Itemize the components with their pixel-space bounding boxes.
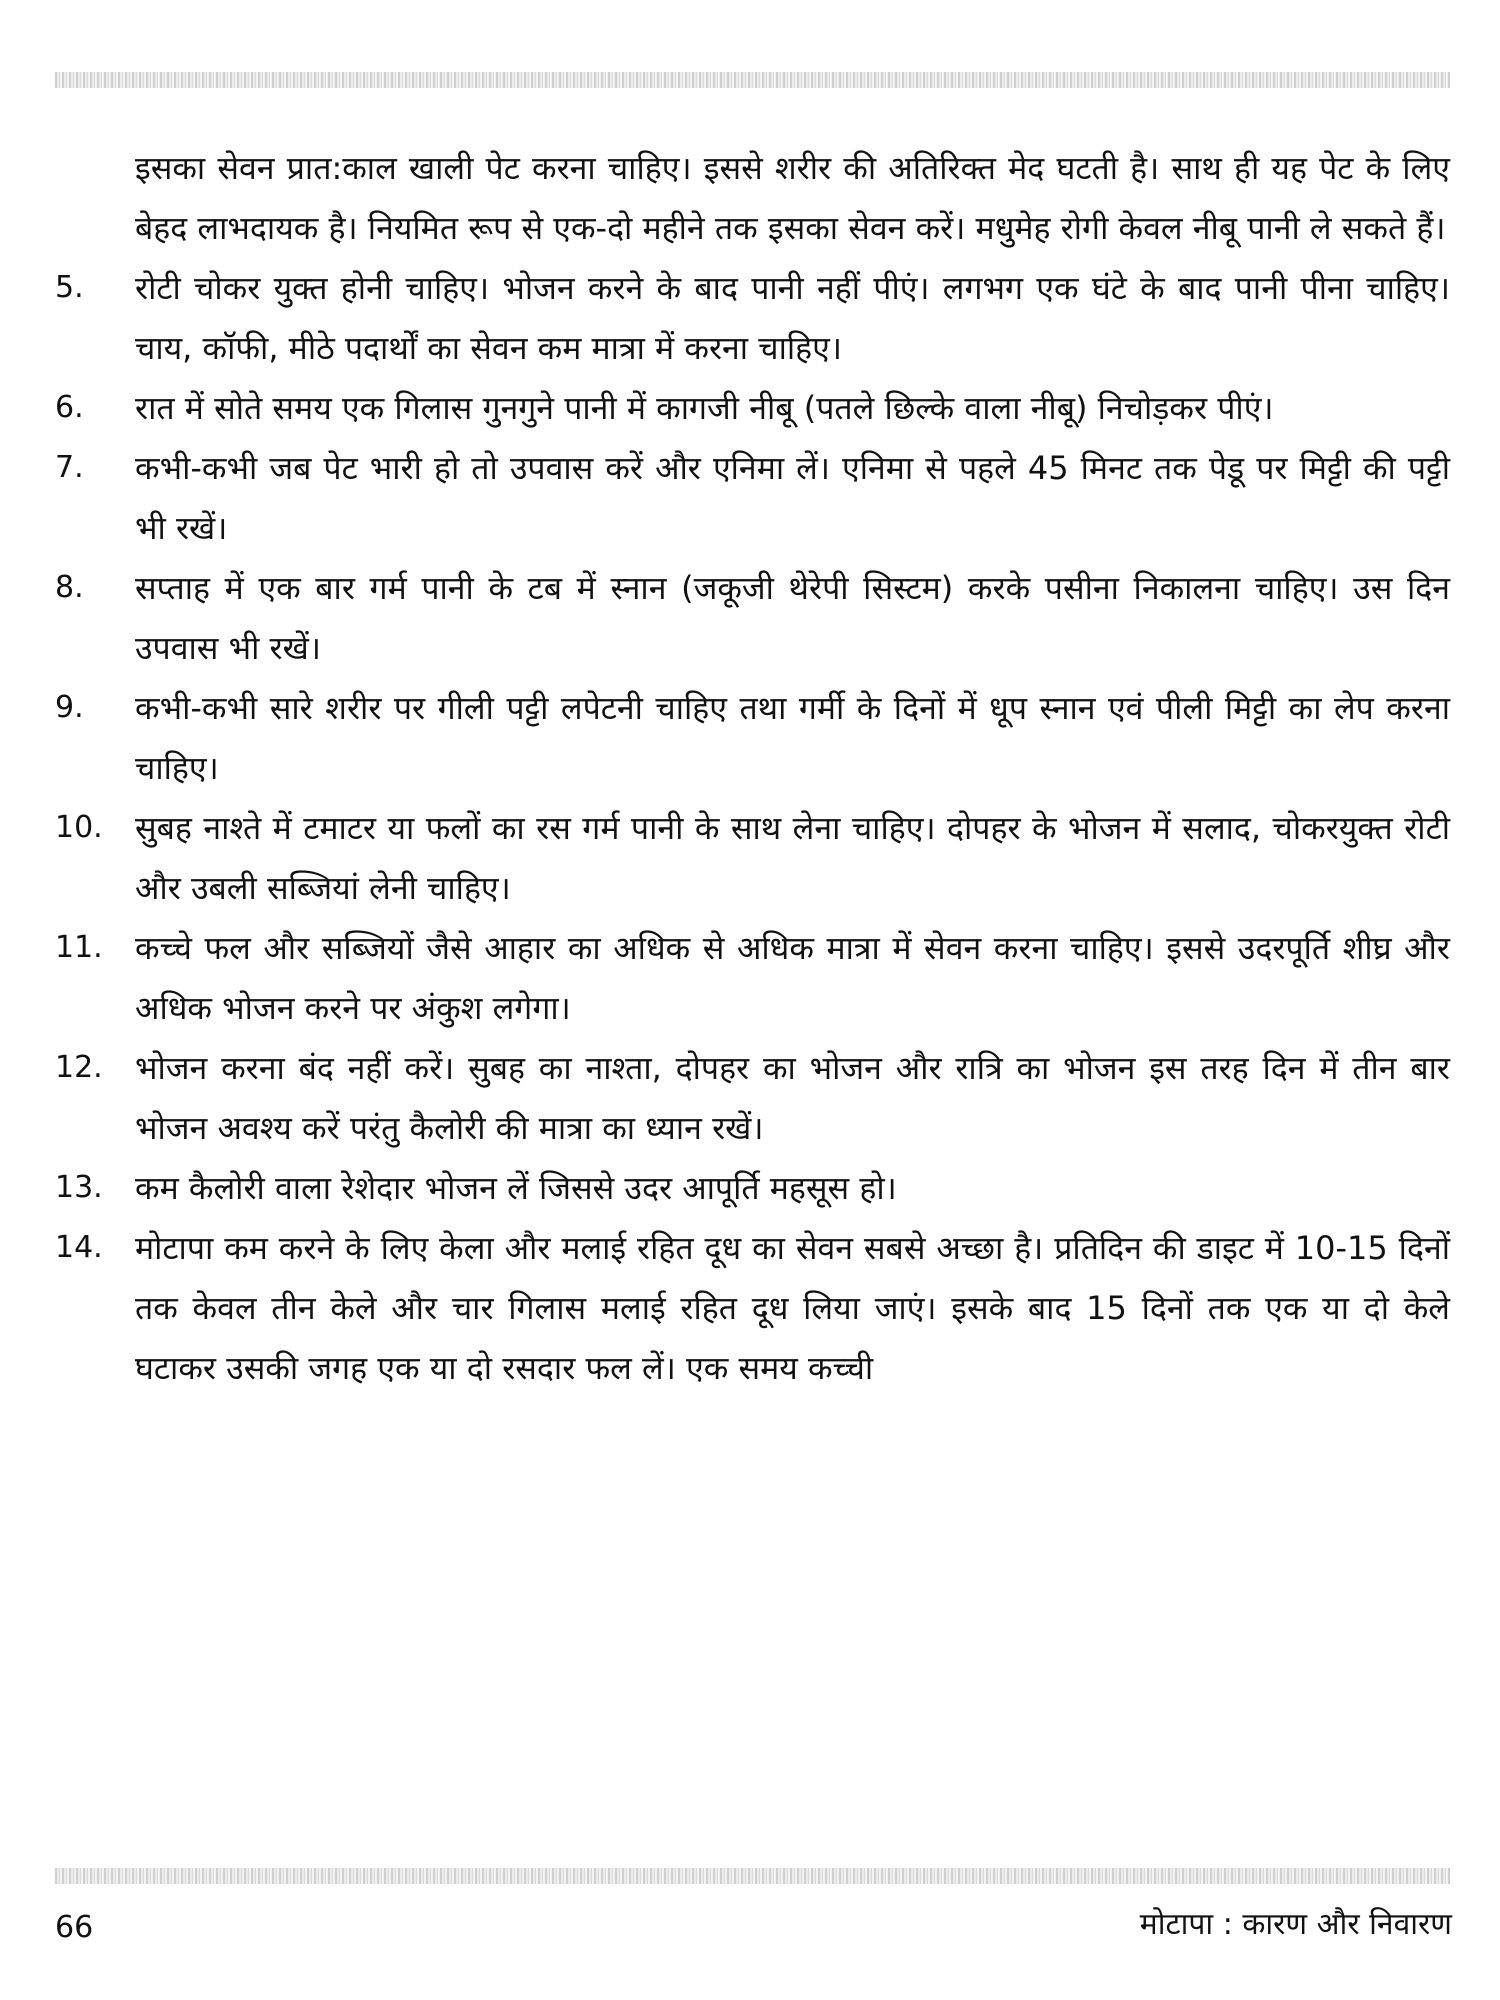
list-item bbox=[55, 1158, 1455, 1218]
page-number: 66 bbox=[55, 1910, 94, 1945]
running-footer-title: मोटापा : कारण और निवारण bbox=[1139, 1907, 1452, 1942]
item-number: 11. bbox=[55, 930, 103, 965]
list-item bbox=[55, 558, 1455, 678]
list-item bbox=[55, 258, 1455, 378]
list-item bbox=[55, 438, 1455, 558]
item-number: 7. bbox=[55, 450, 84, 485]
item-text: सप्ताह में एक बार गर्म पानी के टब में स्नान (जकूजी थेरेपी सिस्टम) करके पसीना निकालना चाहिए। उस दिन उपवास भी रखें। bbox=[135, 569, 1450, 667]
item-number: 8. bbox=[55, 570, 84, 605]
list-item bbox=[55, 798, 1455, 918]
item-number: 14. bbox=[55, 1230, 103, 1265]
item-number: 13. bbox=[55, 1170, 103, 1205]
intro-paragraph: इसका सेवन प्रात:काल खाली पेट करना चाहिए। इससे शरीर की अतिरिक्त मेद घटती है। साथ ही यह पेट के लिए बेहद लाभदायक है। नियमित रूप से एक-दो महीने तक इसका सेवन करें। मधुमेह रोगी केवल नीबू पानी ले सकते हैं। bbox=[135, 149, 1450, 247]
item-text: मोटापा कम करने के लिए केला और मलाई रहित दूध का सेवन सबसे अच्छा है। प्रतिदिन की डाइट में 10-15 दिनों तक केवल तीन केले और चार गिलास मलाई रहित दूध लिया जाएं। इसके बाद 15 दिनों तक एक या दो केले घटाकर उसकी जगह एक या दो रसदार फल लें। एक समय कच्ची bbox=[135, 1229, 1450, 1387]
item-number: 10. bbox=[55, 810, 103, 845]
item-text: कभी-कभी जब पेट भारी हो तो उपवास करें और एनिमा लें। एनिमा से पहले 45 मिनट तक पेडू पर मिट्टी की पट्टी भी रखें। bbox=[135, 449, 1450, 547]
list-item bbox=[55, 378, 1455, 438]
item-text: रात में सोते समय एक गिलास गुनगुने पानी में कागजी नीबू (पतले छिल्के वाला नीबू) निचोड़कर पीएं। bbox=[135, 389, 1274, 427]
list-item bbox=[55, 678, 1455, 798]
item-text: कच्चे फल और सब्जियों जैसे आहार का अधिक से अधिक मात्रा में सेवन करना चाहिए। इससे उदरपूर्ति शीघ्र और अधिक भोजन करने पर अंकुश लगेगा। bbox=[135, 929, 1450, 1027]
item-number: 9. bbox=[55, 690, 84, 725]
list-item bbox=[55, 1038, 1455, 1158]
header-rule bbox=[55, 72, 1450, 88]
item-number: 5. bbox=[55, 270, 84, 305]
item-text: कभी-कभी सारे शरीर पर गीली पट्टी लपेटनी चाहिए तथा गर्मी के दिनों में धूप स्नान एवं पीली मिट्टी का लेप करना चाहिए। bbox=[135, 689, 1450, 787]
list-item bbox=[55, 1218, 1455, 1398]
item-text: कम कैलोरी वाला रेशेदार भोजन लें जिससे उदर आपूर्ति महसूस हो। bbox=[135, 1169, 897, 1207]
item-text: रोटी चोकर युक्त होनी चाहिए। भोजन करने के बाद पानी नहीं पीएं। लगभग एक घंटे के बाद पानी पीना चाहिए। चाय, कॉफी, मीठे पदार्थों का सेवन कम मात्रा में करना चाहिए। bbox=[135, 269, 1450, 367]
item-number: 12. bbox=[55, 1050, 103, 1085]
footer-rule bbox=[55, 1868, 1450, 1884]
list-item bbox=[55, 918, 1455, 1038]
item-text: सुबह नाश्ते में टमाटर या फलों का रस गर्म पानी के साथ लेना चाहिए। दोपहर के भोजन में सलाद, चोकरयुक्त रोटी और उबली सब्जियां लेनी चाहिए। bbox=[135, 809, 1450, 907]
item-number: 6. bbox=[55, 390, 84, 425]
item-text: भोजन करना बंद नहीं करें। सुबह का नाश्ता, दोपहर का भोजन और रात्रि का भोजन इस तरह दिन में तीन बार भोजन अवश्य करें परंतु कैलोरी की मात्रा का ध्यान रखें। bbox=[135, 1049, 1450, 1147]
page-body bbox=[55, 138, 1455, 1398]
